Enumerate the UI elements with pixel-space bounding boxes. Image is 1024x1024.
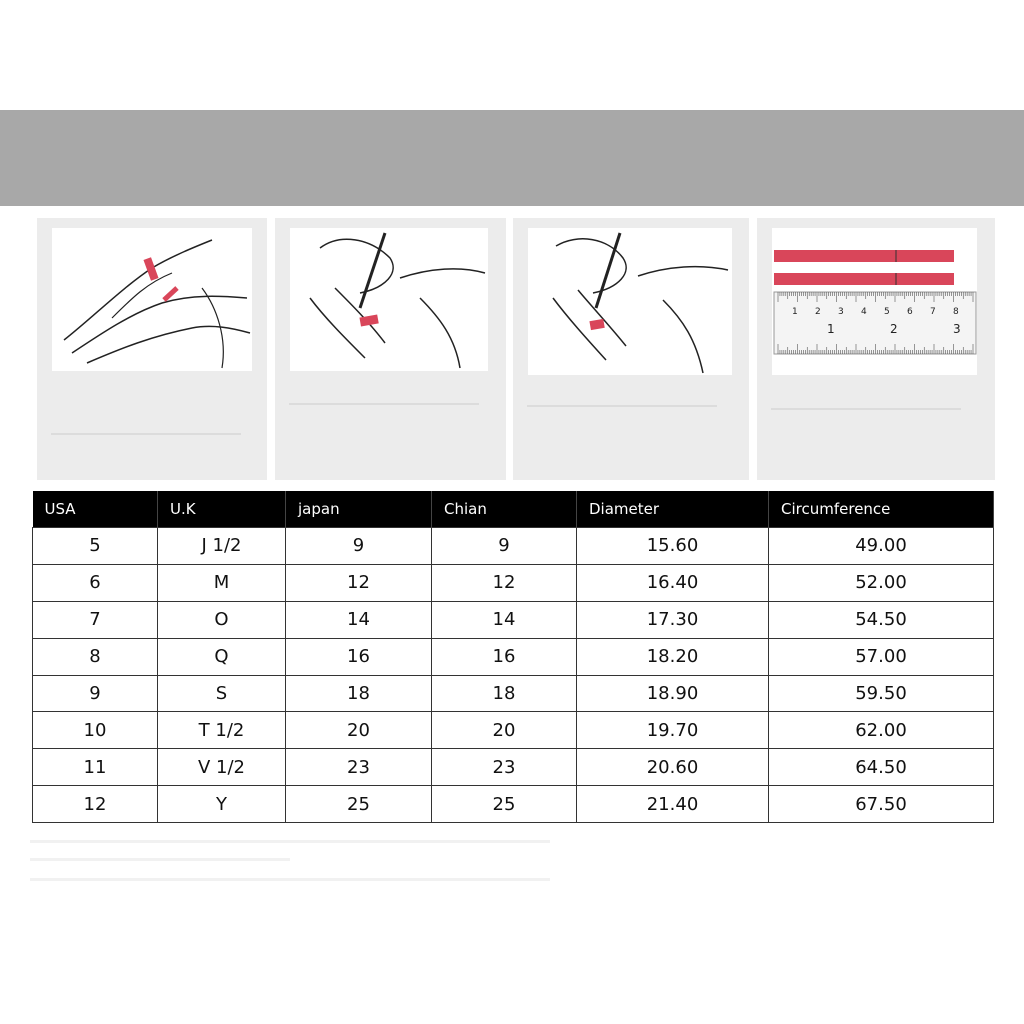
ruler-cm-label: 1	[827, 322, 835, 336]
table-cell: 14	[432, 601, 577, 638]
table-cell: 6	[33, 564, 158, 601]
table-cell: 9	[432, 528, 577, 565]
table-row	[33, 675, 994, 712]
table-cell: 16	[286, 638, 432, 675]
table-cell: 54.50	[769, 601, 994, 638]
table-cell: 15.60	[577, 528, 769, 565]
table-cell: J 1/2	[158, 528, 286, 565]
table-cell: 52.00	[769, 564, 994, 601]
table-cell: 20	[286, 712, 432, 749]
table-cell: 67.50	[769, 786, 994, 823]
ruler-cm-label: 3	[953, 322, 961, 336]
ruler-cm-label: 2	[890, 322, 898, 336]
table-row	[33, 786, 994, 823]
ruler-inch-label: 6	[907, 307, 913, 317]
top-banner	[0, 110, 1024, 206]
table-cell: Y	[158, 786, 286, 823]
ruler-inch-label: 3	[838, 307, 844, 317]
step-1-illustration	[52, 228, 252, 371]
table-cell: 23	[432, 749, 577, 786]
table-cell: 25	[432, 786, 577, 823]
table-cell: 18.90	[577, 675, 769, 712]
table-cell: 18	[432, 675, 577, 712]
ruler-with-strips-icon	[772, 228, 977, 375]
table-cell: 9	[33, 675, 158, 712]
step-panel-3	[513, 218, 749, 480]
step-2-illustration	[290, 228, 488, 371]
table-cell: 9	[286, 528, 432, 565]
table-cell: 23	[286, 749, 432, 786]
table-cell: 11	[33, 749, 158, 786]
table-cell: 12	[33, 786, 158, 823]
table-cell: 7	[33, 601, 158, 638]
ruler-inch-label: 7	[930, 307, 936, 317]
table-cell: 20	[432, 712, 577, 749]
column-header: Chian	[432, 491, 577, 528]
ruler-inch-label: 8	[953, 307, 959, 317]
hand-mark-pen-icon	[290, 228, 488, 371]
table-cell: T 1/2	[158, 712, 286, 749]
column-header: USA	[33, 491, 158, 528]
ruler-inch-label: 1	[792, 307, 798, 317]
table-cell: 62.00	[769, 712, 994, 749]
table-row	[33, 638, 994, 675]
table-row	[33, 601, 994, 638]
table-cell: 12	[286, 564, 432, 601]
step-panel-4	[757, 218, 995, 480]
table-cell: 18.20	[577, 638, 769, 675]
column-header: Diameter	[577, 491, 769, 528]
hand-measure-icon	[528, 228, 732, 375]
table-cell: 25	[286, 786, 432, 823]
table-cell: 19.70	[577, 712, 769, 749]
table-cell: 57.00	[769, 638, 994, 675]
table-row	[33, 749, 994, 786]
ruler-inch-label: 4	[861, 307, 867, 317]
table-cell: 49.00	[769, 528, 994, 565]
table-cell: 16	[432, 638, 577, 675]
table-header-row	[33, 491, 994, 528]
table-row	[33, 712, 994, 749]
table-cell: 8	[33, 638, 158, 675]
table-cell: V 1/2	[158, 749, 286, 786]
ruler-inch-label: 5	[884, 307, 890, 317]
hand-wrap-strip-icon	[52, 228, 252, 371]
table-cell: O	[158, 601, 286, 638]
step-4-illustration	[772, 228, 977, 375]
table-cell: 10	[33, 712, 158, 749]
table-cell: 17.30	[577, 601, 769, 638]
step-panel-1	[37, 218, 267, 480]
step-3-illustration	[528, 228, 732, 375]
table-cell: 14	[286, 601, 432, 638]
table-cell: 64.50	[769, 749, 994, 786]
ring-size-table	[32, 491, 994, 823]
table-cell: 5	[33, 528, 158, 565]
table-cell: 12	[432, 564, 577, 601]
table-cell: 21.40	[577, 786, 769, 823]
table-cell: Q	[158, 638, 286, 675]
table-cell: 18	[286, 675, 432, 712]
step-panel-2	[275, 218, 506, 480]
table-row	[33, 564, 994, 601]
table-row	[33, 528, 994, 565]
table-cell: M	[158, 564, 286, 601]
column-header: japan	[286, 491, 432, 528]
table-cell: S	[158, 675, 286, 712]
ruler-inch-label: 2	[815, 307, 821, 317]
table-cell: 59.50	[769, 675, 994, 712]
column-header: U.K	[158, 491, 286, 528]
column-header: Circumference	[769, 491, 994, 528]
table-cell: 16.40	[577, 564, 769, 601]
table-cell: 20.60	[577, 749, 769, 786]
